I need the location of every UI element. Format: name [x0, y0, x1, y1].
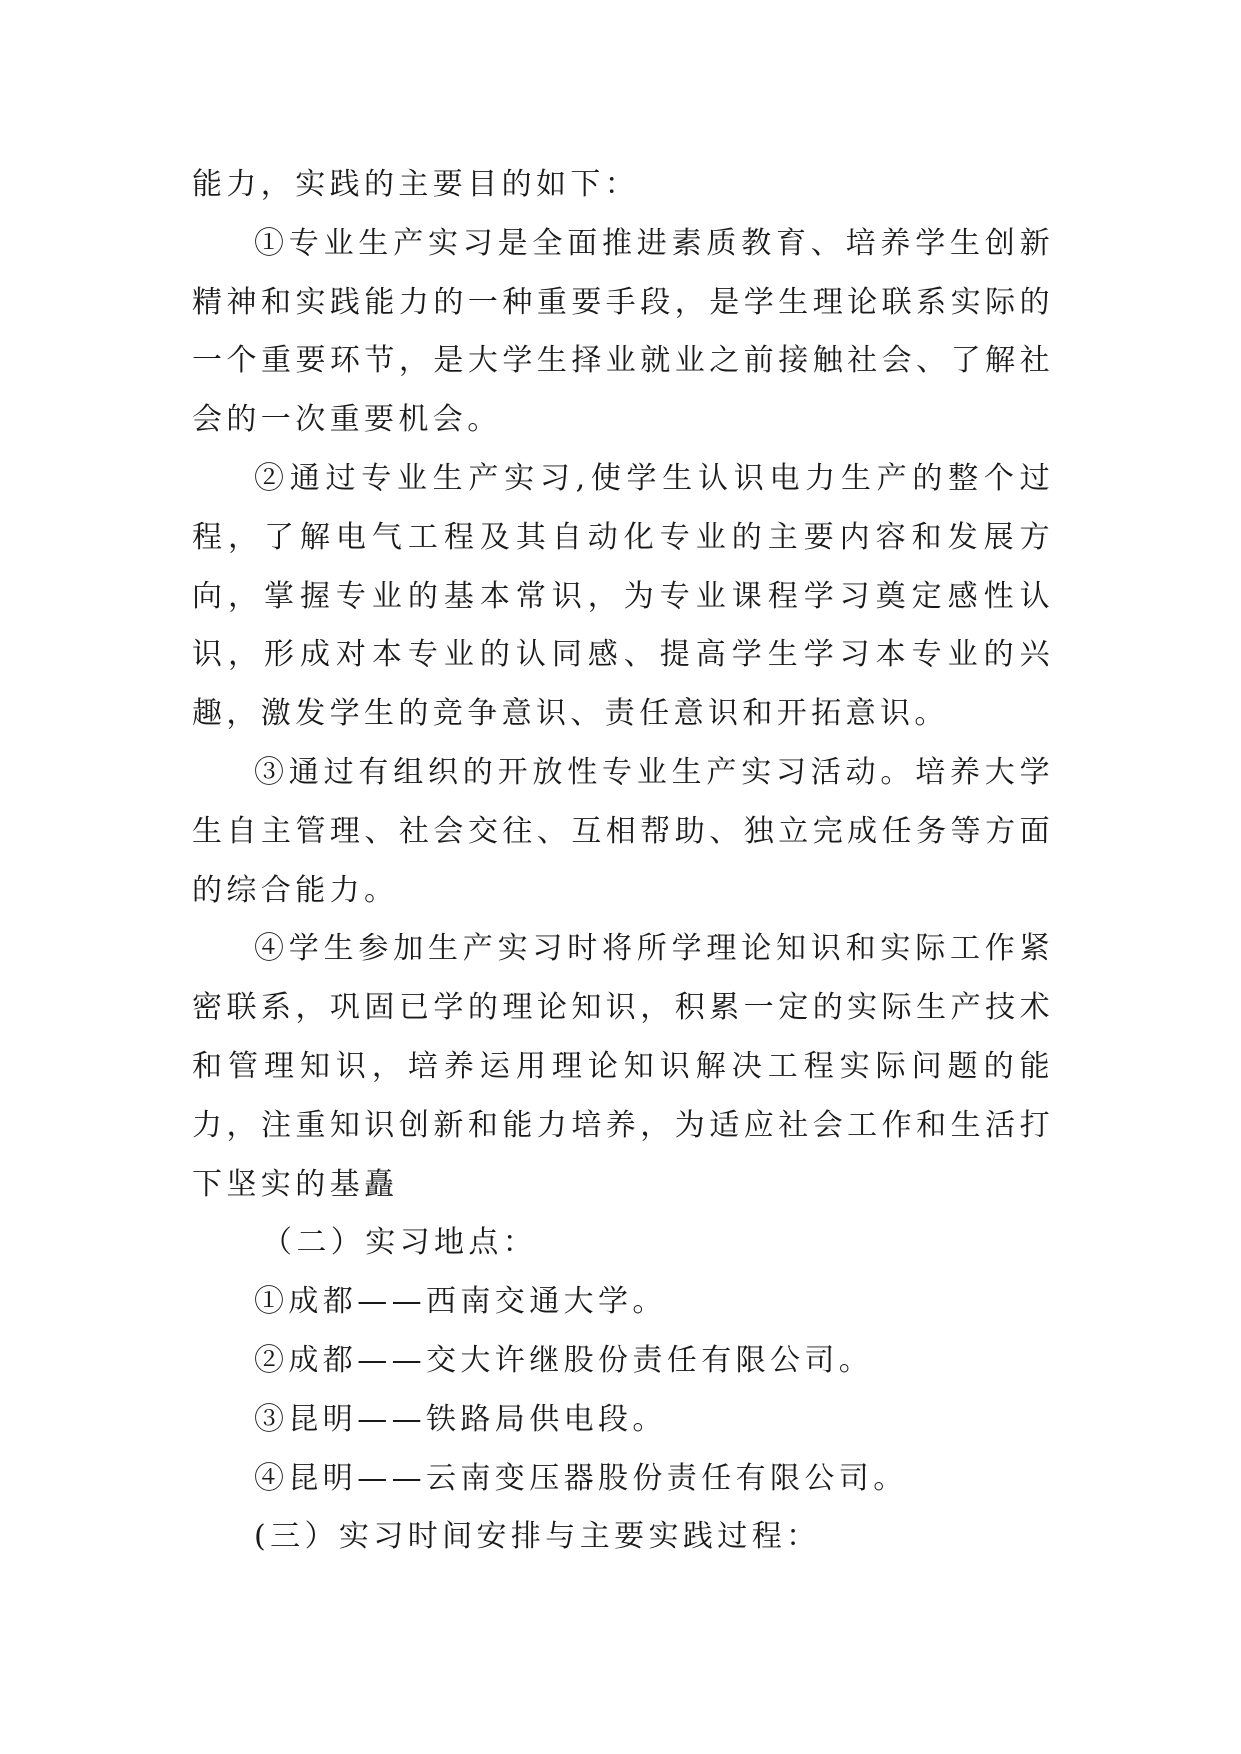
document-page: [192, 156, 1054, 1567]
purpose-item-2: ②通过专业生产实习,使学生认识电力生产的整个过程，了解电气工程及其自动化专业的主要内容和发展方向，掌握专业的基本常识，为专业课程学习奠定感性认识，形成对本专业的认同感、提高学生学习本专业的兴趣，激发学生的竞争意识、责任意识和开拓意识。: [192, 460, 1054, 732]
location-item-4: ④昆明——云南变压器股份责任有限公司。: [254, 1460, 908, 1496]
location-item-1: ①成都——西南交通大学。: [254, 1284, 667, 1320]
purpose-item-4: ④学生参加生产实习时将所学理论知识和实际工作紧密联系，巩固已学的理论知识，积累一定的实际生产技术和管理知识，培养运用理论知识解决工程实际问题的能力，注重知识创新和能力培养，为适应社会工作和生活打下坚实的基矗: [192, 931, 1054, 1202]
intro-paragraph: 能力，实践的主要目的如下：: [192, 167, 640, 202]
purpose-item-3: ③通过有组织的开放性专业生产实习活动。培养大学生自主管理、社会交往、互相帮助、独立完成任务等方面的综合能力。: [192, 754, 1054, 908]
section-2-heading: （二）实习地点：: [262, 1225, 538, 1261]
location-item-3: ③昆明——铁路局供电段。: [254, 1401, 667, 1437]
section-3-heading: (三）实习时间安排与主要实践过程：: [254, 1519, 821, 1555]
purpose-item-1: ①专业生产实习是全面推进素质教育、培养学生创新精神和实践能力的一种重要手段，是学生理论联系实际的一个重要环节，是大学生择业就业之前接触社会、了解社会的一次重要机会。: [192, 225, 1054, 438]
location-item-2: ②成都——交大许继股份责任有限公司。: [254, 1342, 874, 1378]
